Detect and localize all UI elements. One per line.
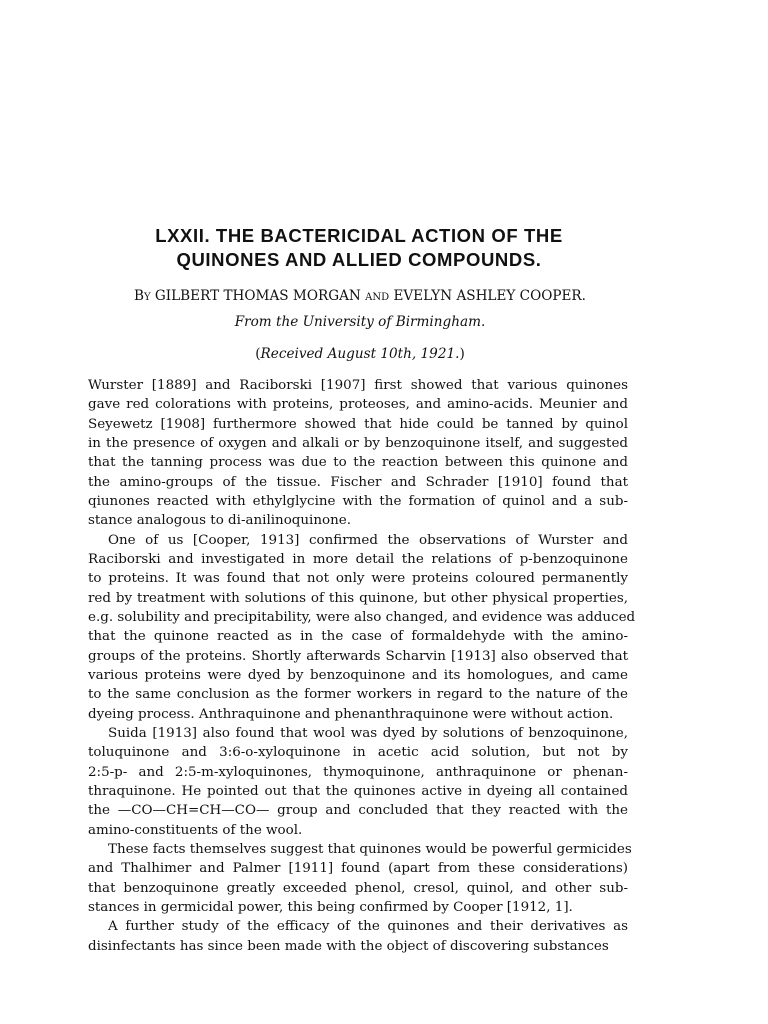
body-paragraph [88, 724, 628, 840]
body-paragraph [88, 531, 636, 724]
body-paragraph [88, 376, 628, 531]
received-date [90, 344, 630, 364]
paragraph-line: and Thalhimer and Palmer [1911] found (apart from these considerations) [88, 861, 628, 877]
article-body [88, 376, 636, 956]
paragraph-line: amino-constituents of the wool. [88, 822, 303, 838]
article-title [92, 224, 626, 272]
paragraph-line: various proteins were dyed by benzoquinone and its homologues, and came [88, 667, 628, 683]
paragraph-line: A further study of the efficacy of the quinones and their derivatives as [108, 919, 628, 935]
paragraph-line: dyeing process. Anthraquinone and phenanthraquinone were without action. [88, 706, 614, 722]
paragraph-line: red by treatment with solutions of this quinone, but other physical properties, [88, 590, 628, 606]
title-line-1: LXXII. THE BACTERICIDAL ACTION OF THE [155, 225, 563, 246]
paragraph-line: e.g. solubility and precipitability, were also changed, and evidence was adduced [88, 609, 636, 625]
author-byline [90, 286, 630, 306]
paragraph-line: Suida [1913] also found that wool was dyed by solutions of benzoquinone, [108, 725, 628, 741]
paragraph-line: These facts themselves suggest that quinones would be powerful germicides [108, 841, 632, 857]
received-close-paren: ) [459, 346, 465, 362]
paragraph-line: gave red colorations with proteins, proteoses, and amino-acids. Meunier and [88, 397, 628, 413]
body-paragraph [88, 840, 632, 917]
body-paragraph [88, 917, 628, 956]
paragraph-line: that benzoquinone greatly exceeded phenol, cresol, quinol, and other sub- [88, 880, 628, 896]
byline-by: By [134, 288, 151, 304]
paragraph-line: that the quinone reacted as in the case of formaldehyde with the amino- [88, 629, 628, 645]
affiliation: From the University of Birmingham. [234, 314, 486, 330]
author-2: EVELYN ASHLEY COOPER. [393, 288, 586, 304]
paragraph-line: to proteins. It was found that not only were proteins coloured permanently [88, 571, 628, 587]
paragraph-line: 2:5-p- and 2:5-m-xyloquinones, thymoquinone, anthraquinone or phenan- [88, 764, 628, 780]
paragraph-line: stance analogous to di-anilinoquinone. [88, 513, 351, 529]
paragraph-line: One of us [Cooper, 1913] confirmed the observations of Wurster and [108, 532, 628, 548]
paragraph-line: in the presence of oxygen and alkali or by benzoquinone itself, and suggested [88, 435, 628, 451]
title-line-2: QUINONES AND ALLIED COMPOUNDS. [176, 249, 542, 270]
paragraph-line: groups of the proteins. Shortly afterwards Scharvin [1913] also observed that [88, 648, 628, 664]
paragraph-line: stances in germicidal power, this being confirmed by Cooper [1912, 1]. [88, 899, 573, 915]
received-text: Received August 10th, 1921. [260, 346, 460, 362]
paragraph-line: thraquinone. He pointed out that the quinones active in dyeing all contained [88, 783, 628, 799]
paragraph-line: Raciborski and investigated in more detail the relations of p-benzoquinone [88, 551, 628, 567]
paragraph-line: toluquinone and 3:6-o-xyloquinone in acetic acid solution, but not by [88, 745, 628, 761]
paragraph-line: the —CO—CH=CH—CO— group and concluded that they reacted with the [88, 803, 628, 819]
paragraph-line: the amino-groups of the tissue. Fischer and Schrader [1910] found that [88, 474, 628, 490]
paragraph-line: qiunones reacted with ethylglycine with the formation of quinol and a sub- [88, 493, 628, 509]
byline-and: and [365, 288, 390, 304]
paragraph-line: Wurster [1889] and Raciborski [1907] first showed that various quinones [88, 378, 628, 393]
paragraph-line: Seyewetz [1908] furthermore showed that hide could be tanned by quinol [88, 416, 628, 432]
author-1: GILBERT THOMAS MORGAN [154, 288, 361, 304]
paragraph-line: to the same conclusion as the former workers in regard to the nature of the [88, 687, 628, 703]
paragraph-line: that the tanning process was due to the reaction between this quinone and [88, 455, 628, 471]
paragraph-line: disinfectants has since been made with the object of discovering substances [88, 938, 609, 954]
received-open-paren: ( [255, 346, 261, 362]
